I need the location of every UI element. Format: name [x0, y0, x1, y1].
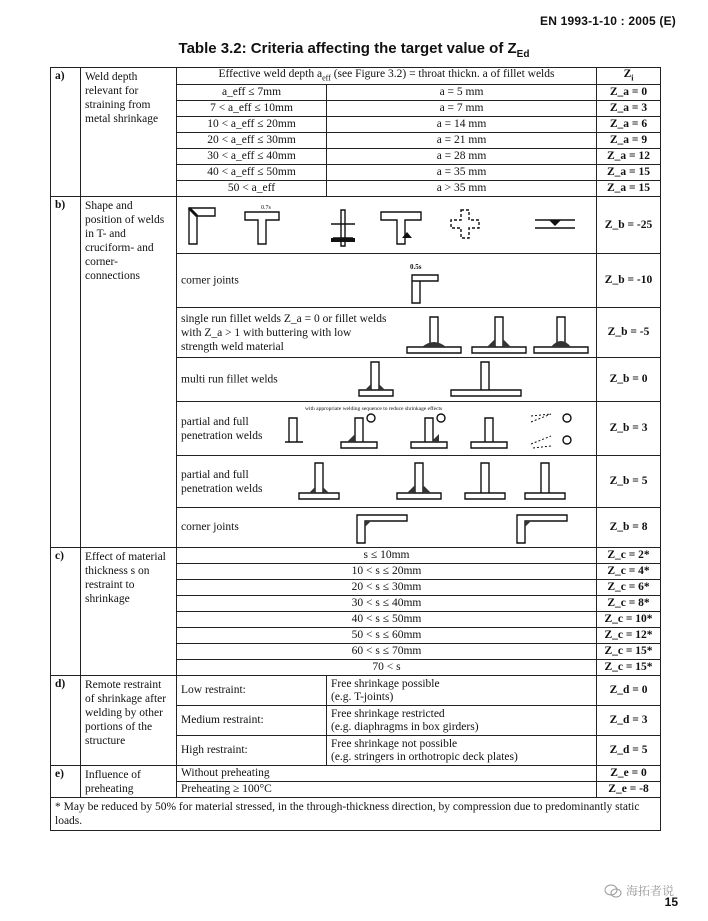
thickness-range: 30 < s ≤ 40mm	[177, 596, 597, 612]
throat-value: a = 7 mm	[327, 101, 597, 117]
zc-value: Z_c = 12*	[597, 628, 661, 644]
document-reference: EN 1993-1-10 : 2005 (E)	[539, 14, 676, 28]
zd-value: Z_d = 3	[597, 706, 661, 736]
zc-value: Z_c = 4*	[597, 564, 661, 580]
section-a-header: Effective weld depth $a_{eff}$ (see Figure 3.2) = throat thickn. a of fillet welds	[177, 68, 597, 85]
section-d-letter: d)	[51, 676, 81, 766]
weld-depth-range: a_eff ≤ 7mm	[177, 85, 327, 101]
wechat-icon	[604, 884, 622, 898]
restraint-text: Free shrinkage possible (e.g. T-joints)	[327, 676, 597, 706]
zd-value: Z_d = 5	[597, 736, 661, 766]
zb-row-text: corner joints	[181, 274, 239, 287]
zb-value: Z_b = -25	[597, 197, 661, 254]
preheat-text: Without preheating	[177, 766, 597, 782]
zb-value: Z_b = 8	[597, 508, 661, 548]
ze-value: Z_e = 0	[597, 766, 661, 782]
preheat-text: Preheating ≥ 100°C	[177, 782, 597, 798]
zd-value: Z_d = 0	[597, 676, 661, 706]
zb-value: Z_b = 5	[597, 456, 661, 508]
penetration-figure-a	[285, 404, 581, 454]
penetration-figure-b	[285, 459, 581, 505]
footnote: * May be reduced by 50% for material stressed, in the through-thickness direction, by compression due to predominantly static loads.	[51, 798, 661, 831]
zb-row-penetration-3	[177, 402, 597, 456]
zb-row-text: single run fillet welds Z_a = 0 or fillet welds with Z_a > 1 with buttering with low strength weld material	[181, 312, 387, 353]
weld-depth-range: 7 < a_eff ≤ 10mm	[177, 101, 327, 117]
corner-joint-figure	[402, 257, 452, 305]
za-value: Z_a = 9	[597, 133, 661, 149]
thickness-range: s ≤ 10mm	[177, 548, 597, 564]
weld-depth-range: 10 < a_eff ≤ 20mm	[177, 117, 327, 133]
zb-row-penetration-5	[177, 456, 597, 508]
zc-value: Z_c = 6*	[597, 580, 661, 596]
zi-column-header: $Z_i$	[597, 68, 661, 85]
thickness-range: 40 < s ≤ 50mm	[177, 612, 597, 628]
welding-sequence-note: with appropriate welding sequence to reduce shrinkage effects	[305, 405, 443, 412]
zc-value: Z_c = 8*	[597, 596, 661, 612]
restraint-text: Free shrinkage not possible (e.g. stringers in orthotropic deck plates)	[327, 736, 597, 766]
watermark: 海拓者说	[604, 882, 674, 899]
single-run-figure	[402, 311, 592, 355]
zb-row-text: partial and full penetration welds	[181, 415, 263, 442]
section-d-description: Remote restraint of shrinkage after welding by other portions of the structure	[81, 676, 177, 766]
throat-label-05s: 0.5s	[409, 262, 422, 271]
zb-row-multi-run	[177, 358, 597, 402]
zc-value: Z_c = 15*	[597, 644, 661, 660]
za-value: Z_a = 12	[597, 149, 661, 165]
zc-value: Z_c = 15*	[597, 660, 661, 676]
restraint-text: Free shrinkage restricted (e.g. diaphragms in box girders)	[327, 706, 597, 736]
criteria-table	[50, 67, 661, 831]
zb-value: Z_b = -5	[597, 308, 661, 358]
zb-row-single-run	[177, 308, 597, 358]
thickness-range: 60 < s ≤ 70mm	[177, 644, 597, 660]
throat-value: a = 28 mm	[327, 149, 597, 165]
thickness-range: 10 < s ≤ 20mm	[177, 564, 597, 580]
za-value: Z_a = 0	[597, 85, 661, 101]
multi-run-figure	[341, 360, 581, 400]
weld-depth-range: 20 < a_eff ≤ 30mm	[177, 133, 327, 149]
thickness-range: 20 < s ≤ 30mm	[177, 580, 597, 596]
za-value: Z_a = 3	[597, 101, 661, 117]
restraint-label: High restraint:	[177, 736, 327, 766]
throat-value: a = 35 mm	[327, 165, 597, 181]
zb-row-corner-joints	[177, 254, 597, 308]
joint-sketches-figure	[181, 200, 593, 250]
zb-value: Z_b = 0	[597, 358, 661, 402]
za-value: Z_a = 15	[597, 181, 661, 197]
section-b-description: Shape and position of welds in T- and cruciform- and corner-connections	[81, 197, 177, 548]
table-title: Table 3.2: Criteria affecting the target value of $Z_{Ed}$	[178, 40, 530, 60]
section-e-description: Influence of preheating	[81, 766, 177, 798]
thickness-range: 70 < s	[177, 660, 597, 676]
zb-row-corner-joints-2	[177, 508, 597, 548]
section-c-description: Effect of material thickness s on restraint to shrinkage	[81, 548, 177, 676]
restraint-label: Low restraint:	[177, 676, 327, 706]
section-a-letter: a)	[51, 68, 81, 197]
weld-depth-range: 40 < a_eff ≤ 50mm	[177, 165, 327, 181]
section-a-description: Weld depth relevant for straining from metal shrinkage	[81, 68, 177, 197]
za-value: Z_a = 6	[597, 117, 661, 133]
zb-value: Z_b = -10	[597, 254, 661, 308]
weld-depth-range: 50 < a_eff	[177, 181, 327, 197]
zb-row-text: partial and full penetration welds	[181, 468, 263, 495]
zb-row-text: multi run fillet welds	[181, 373, 278, 386]
joint-sketch-row	[177, 197, 597, 254]
za-value: Z_a = 15	[597, 165, 661, 181]
throat-value: a = 14 mm	[327, 117, 597, 133]
zb-value: Z_b = 3	[597, 402, 661, 456]
section-e-letter: e)	[51, 766, 81, 798]
thickness-range: 50 < s ≤ 60mm	[177, 628, 597, 644]
weld-depth-range: 30 < a_eff ≤ 40mm	[177, 149, 327, 165]
restraint-label: Medium restraint:	[177, 706, 327, 736]
throat-value: a = 5 mm	[327, 85, 597, 101]
throat-label-07s: 0.7s	[261, 205, 271, 212]
page-number: 15	[664, 895, 678, 909]
zc-value: Z_c = 2*	[597, 548, 661, 564]
throat-value: a > 35 mm	[327, 181, 597, 197]
corner-joint-figure-b	[341, 511, 581, 545]
section-b-letter: b)	[51, 197, 81, 548]
section-c-letter: c)	[51, 548, 81, 676]
throat-value: a = 21 mm	[327, 133, 597, 149]
zb-row-text: corner joints	[181, 521, 239, 534]
ze-value: Z_e = -8	[597, 782, 661, 798]
zc-value: Z_c = 10*	[597, 612, 661, 628]
